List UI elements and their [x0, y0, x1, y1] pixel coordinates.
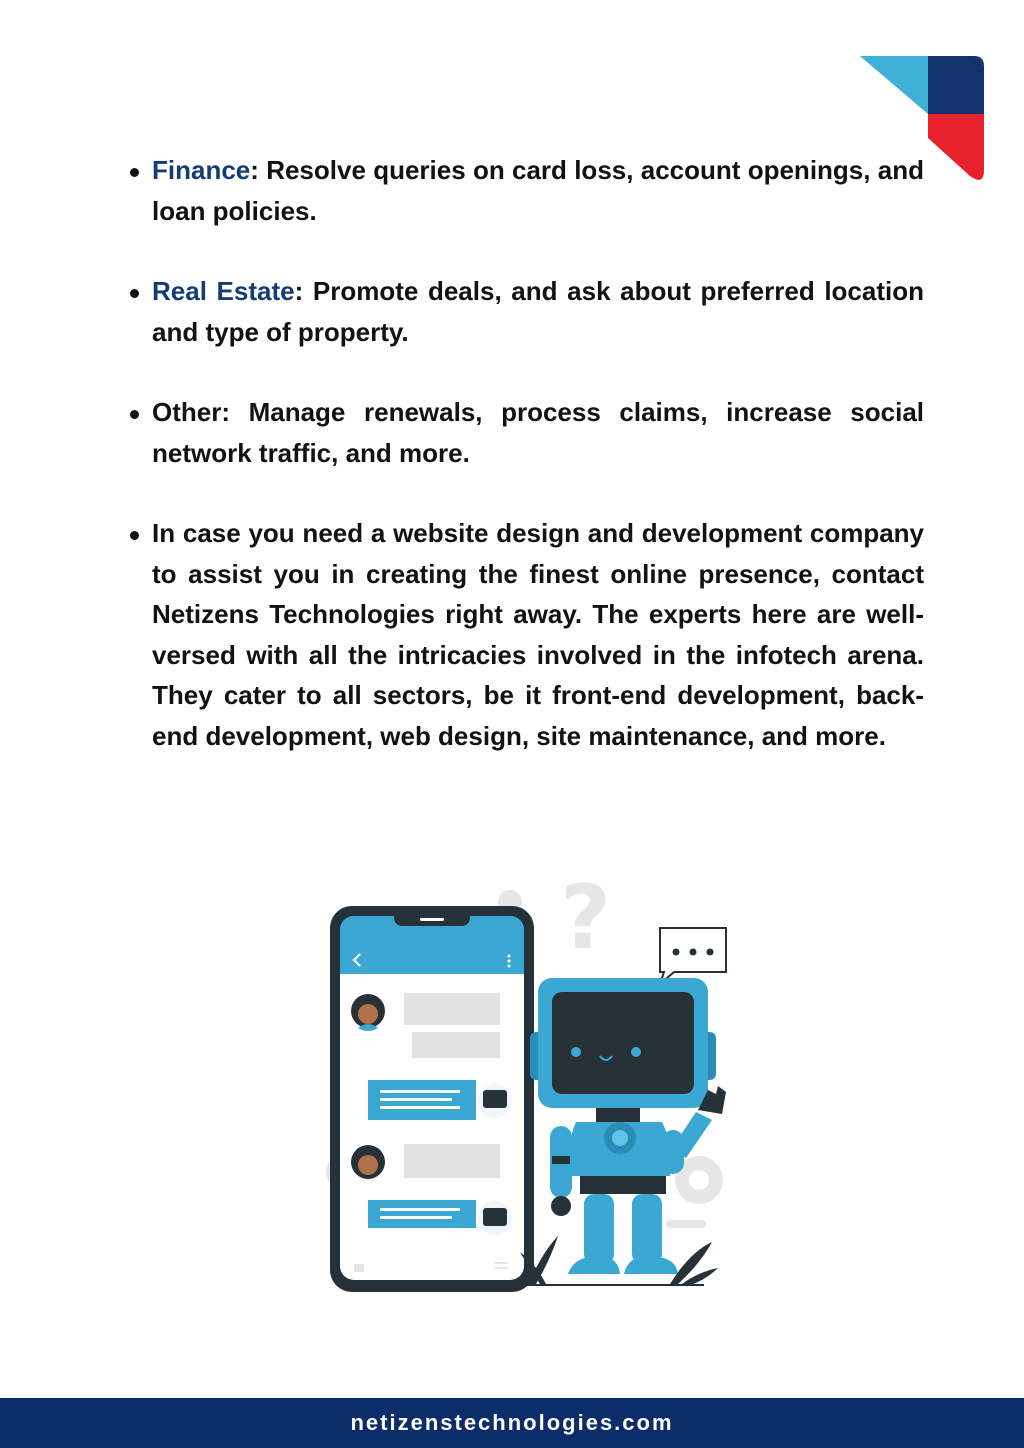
bullet-dot — [130, 168, 139, 177]
footer-bar — [0, 1398, 1024, 1448]
keyword-finance: Finance — [152, 155, 251, 185]
bullet-text: : Promote deals, and ask about preferred location and type of property. — [152, 276, 924, 347]
footer-website-link[interactable]: netizenstechnologies.com — [350, 1410, 674, 1435]
typing-bubble-icon — [660, 928, 726, 984]
bullet-text: In case you need a website design and development company to assist you in creating the finest online presence, contact Netizens Technologies right away. The experts here are well-versed with all the intricacies involved in the infotech arena. They cater to all sectors, be it front-end development, back-end development, web design, site maintenance, and more. — [152, 518, 924, 751]
bullet-list — [128, 150, 924, 796]
plant-icon — [520, 1236, 718, 1286]
bullet-dot — [130, 289, 139, 298]
chatbot-illustration — [314, 880, 734, 1300]
bullet-dot — [130, 531, 139, 540]
keyword-real-estate: Real Estate — [152, 276, 295, 306]
bullet-real-estate — [128, 271, 924, 352]
robot-icon — [530, 978, 726, 1274]
bullet-other — [128, 392, 924, 473]
bullet-text: : Resolve queries on card loss, account openings, and loan policies. — [152, 155, 924, 226]
bullet-dot — [130, 410, 139, 419]
bullet-finance — [128, 150, 924, 231]
phone-icon — [330, 906, 534, 1292]
question-mark-icon: ? — [560, 880, 612, 969]
bullet-text: Other: Manage renewals, process claims, increase social network traffic, and more. — [152, 397, 924, 468]
bullet-contact — [128, 513, 924, 756]
